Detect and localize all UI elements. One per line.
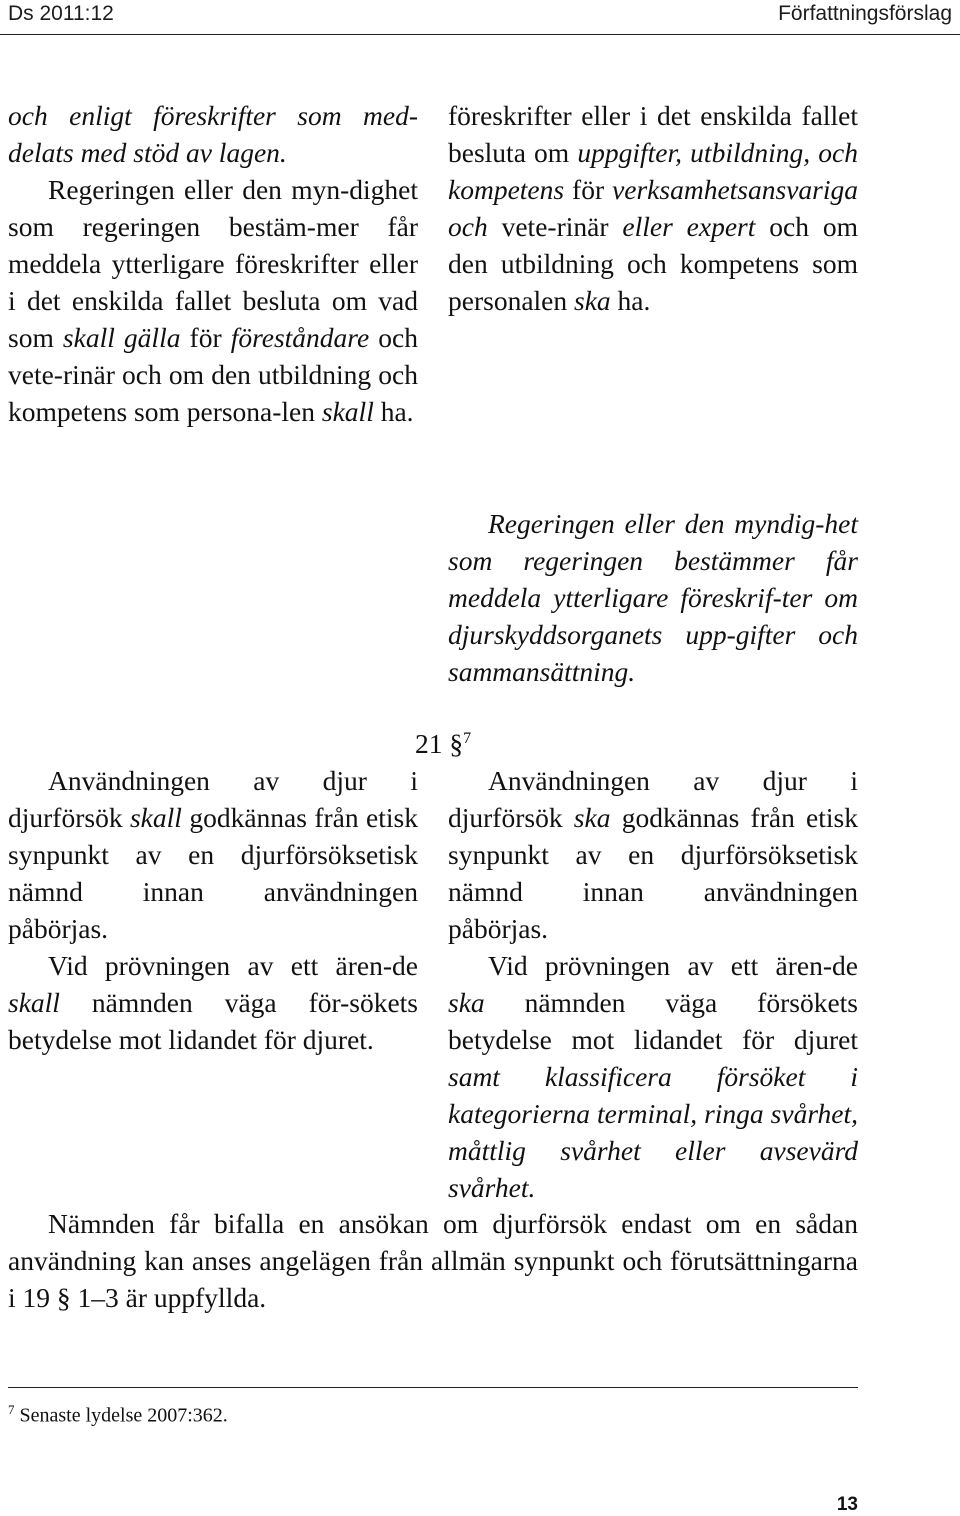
current-wording-upper [8,97,418,430]
running-header-left: Ds 2011:12 [8,2,114,25]
proposed-section-paragraph-1 [448,762,858,947]
text-span: Regeringen eller den myn-dighet som regeringen bestäm-mer får meddela ytterligare föreskrifter eller i det enskilda fallet besluta om vad som [8,174,418,353]
emphasis-span: skall [129,802,182,833]
common-paragraph [8,1205,858,1316]
text-span: för [180,322,231,353]
section-heading [415,728,515,760]
common-paragraph-text: Nämnden får bifalla en ansökan om djurförsök endast om en sådan användning kan anses angelägen från allmän synpunkt och förutsättningarna i 19 § 1–3 är uppfyllda. [8,1208,858,1313]
header-rule [0,34,960,35]
emphasis-span: ska [448,987,485,1018]
emphasis-span: verksamhetsansvariga och [448,174,858,242]
text-span: för [564,174,613,205]
emphasis-span: föreståndare [230,322,370,353]
footnote-reference[interactable]: 7 [463,729,472,747]
current-section-paragraph-2 [8,947,418,1058]
text-span: nämnden väga för-sökets betydelse mot lidandet för djuret. [8,987,418,1055]
current-paragraph-2 [8,171,418,430]
current-wording-lower [8,762,418,1058]
page-number: 13 [836,1494,858,1515]
footnote [8,1402,228,1428]
section-symbol: § [449,728,464,759]
text-span: och om den utbildning och kompetens som personalen [448,211,858,316]
text-span: ha. [373,396,414,427]
section-number: 21 [415,728,443,759]
emphasis-span: skall [321,396,374,427]
current-paragraph-1 [8,97,418,171]
proposed-paragraph-2 [448,505,858,690]
text-span: Användningen av djur i djurförsök [8,765,418,833]
emphasis-span: skall gälla [62,322,181,353]
proposed-paragraph-2-text: Regeringen eller den myndig-het som regeringen bestämmer får meddela ytterligare föreskrif-ter om djurskyddsorganets upp-gifter och sammansättning. [448,508,858,687]
emphasis-span: ska [573,802,611,833]
current-section-paragraph-1 [8,762,418,947]
text-span: vete-rinär [487,211,623,242]
proposed-wording-new-paragraph [448,505,858,690]
emphasis-span: eller expert [622,211,756,242]
text-span: ha. [610,285,651,316]
proposed-paragraph-1 [448,97,858,319]
emphasis-span: ska [574,285,611,316]
text-span: nämnden väga försökets betydelse mot lidandet för djuret [448,987,858,1055]
text-span: och vete-rinär och om den utbildning och kompetens som persona-len [8,322,418,427]
emphasis-span: samt klassificera försöket i kategorierna terminal, ringa svårhet, måttlig svårhet eller avsevärd svårhet. [448,1061,858,1203]
text-span: föreskrifter eller i det enskilda fallet besluta om [448,100,858,168]
proposed-section-paragraph-2 [448,947,858,1206]
emphasis-span: skall [8,987,60,1018]
footnote-number: 7 [8,1402,15,1417]
text-span: godkännas från etisk synpunkt av en djurförsöksetisk nämnd innan användningen påbörjas. [8,802,418,944]
proposed-wording-upper [448,97,858,319]
text-span: godkännas från etisk synpunkt av en djurförsöksetisk nämnd innan användningen påbörjas. [448,802,858,944]
proposed-wording-lower [448,762,858,1206]
current-paragraph-1-text: och enligt föreskrifter som med-delats med stöd av lagen. [8,100,418,168]
running-header-right: Författningsförslag [778,2,952,25]
emphasis-span: uppgifter, utbildning, och kompetens [448,137,858,205]
text-span: Vid prövningen av ett ären-de [48,950,418,981]
text-span: Användningen av djur i djurförsök [448,765,858,833]
text-span: Vid prövningen av ett ären-de [488,950,858,981]
footnote-text: Senaste lydelse 2007:362. [14,1404,228,1427]
footnote-rule [8,1387,858,1388]
